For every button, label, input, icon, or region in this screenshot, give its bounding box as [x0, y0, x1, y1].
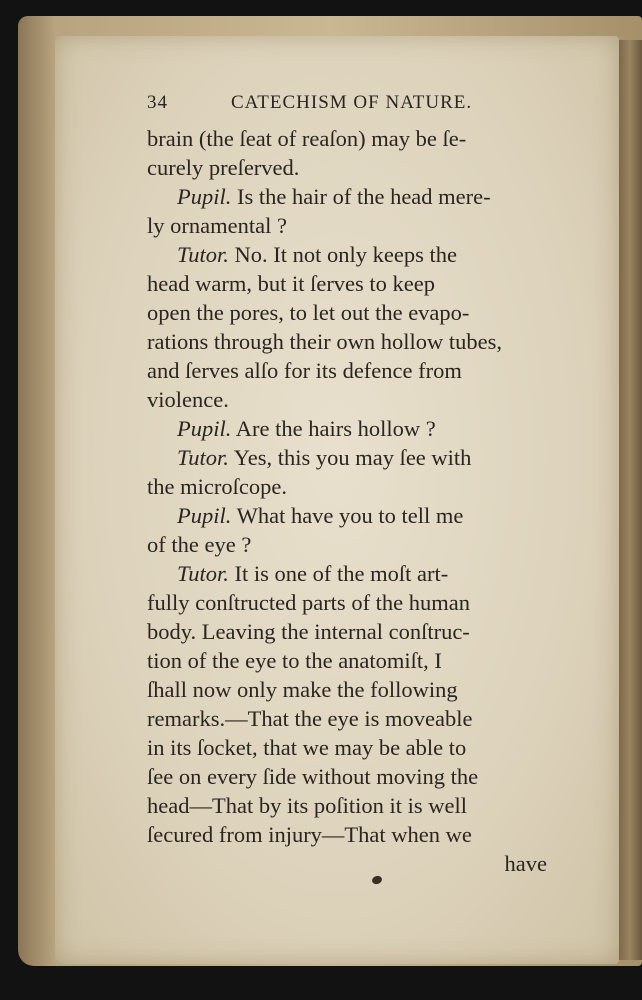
text-line: [147, 414, 557, 443]
text-line: [147, 559, 557, 588]
line-text: body. Leaving the internal conſtruc-: [147, 619, 470, 644]
text-line: [147, 675, 557, 704]
text-line: [147, 646, 557, 675]
line-text: the microſcope.: [147, 474, 287, 499]
line-text: in its ſocket, that we may be able to: [147, 735, 467, 760]
text-line: [147, 472, 557, 501]
line-text: ly ornamental ?: [147, 213, 287, 238]
text-line: [147, 211, 557, 240]
line-text: head—That by its poſition it is well: [147, 793, 467, 818]
line-text: remarks.—That the eye is moveable: [147, 706, 473, 731]
line-text: of the eye ?: [147, 532, 252, 557]
speaker-label: Tutor.: [177, 242, 229, 267]
line-text: What have you to tell me: [231, 503, 464, 528]
speaker-label: Pupil.: [177, 416, 232, 441]
text-line: [147, 385, 557, 414]
line-text: brain (the ſeat of reaſon) may be ſe-: [147, 126, 467, 151]
line-text: rations through their own hollow tubes,: [147, 329, 502, 354]
line-text: and ſerves alſo for its defence from: [147, 358, 462, 383]
line-text: It is one of the moſt art-: [228, 561, 449, 586]
running-title: CATECHISM OF NATURE.: [231, 92, 473, 113]
text-line: [147, 704, 557, 733]
page-number: 34: [147, 92, 168, 113]
text-line: [147, 124, 557, 153]
text-line: [147, 791, 557, 820]
text-line: [147, 240, 557, 269]
speaker-label: Tutor.: [177, 445, 229, 470]
line-text: open the pores, to let out the evapo-: [147, 300, 470, 325]
text-line: [147, 588, 557, 617]
speaker-label: Tutor.: [177, 561, 229, 586]
text-line: [147, 820, 557, 849]
line-text: fully conſtructed parts of the human: [147, 590, 471, 615]
line-text: ſee on every ſide without moving the: [147, 764, 479, 789]
page-content: [147, 92, 557, 878]
page-stack-edge: [618, 40, 642, 960]
line-text: Yes, this you may ſee with: [228, 445, 472, 470]
text-line: [147, 530, 557, 559]
text-line: [147, 443, 557, 472]
text-line: [147, 733, 557, 762]
catchword: have: [504, 851, 547, 876]
text-line: [147, 298, 557, 327]
speaker-label: Pupil.: [177, 184, 232, 209]
text-line: [147, 182, 557, 211]
line-text: No. It not only keeps the: [228, 242, 458, 267]
text-line: [147, 269, 557, 298]
line-text: ſecured from injury—That when we: [147, 822, 472, 847]
speaker-label: Pupil.: [177, 503, 232, 528]
line-text: tion of the eye to the anatomiſt, I: [147, 648, 442, 673]
text-line: [147, 762, 557, 791]
line-text: Are the hairs hollow ?: [231, 416, 436, 441]
line-text: violence.: [147, 387, 229, 412]
line-text: ſhall now only make the following: [147, 677, 458, 702]
text-line: [147, 617, 557, 646]
line-text: head warm, but it ſerves to keep: [147, 271, 436, 296]
line-text: curely preſerved.: [147, 155, 300, 180]
page-header: [147, 92, 557, 122]
text-line: [147, 327, 557, 356]
text-line: [147, 153, 557, 182]
text-line: [147, 356, 557, 385]
line-text: Is the hair of the head mere-: [231, 184, 491, 209]
text-line: [147, 501, 557, 530]
body-text: [147, 124, 557, 849]
